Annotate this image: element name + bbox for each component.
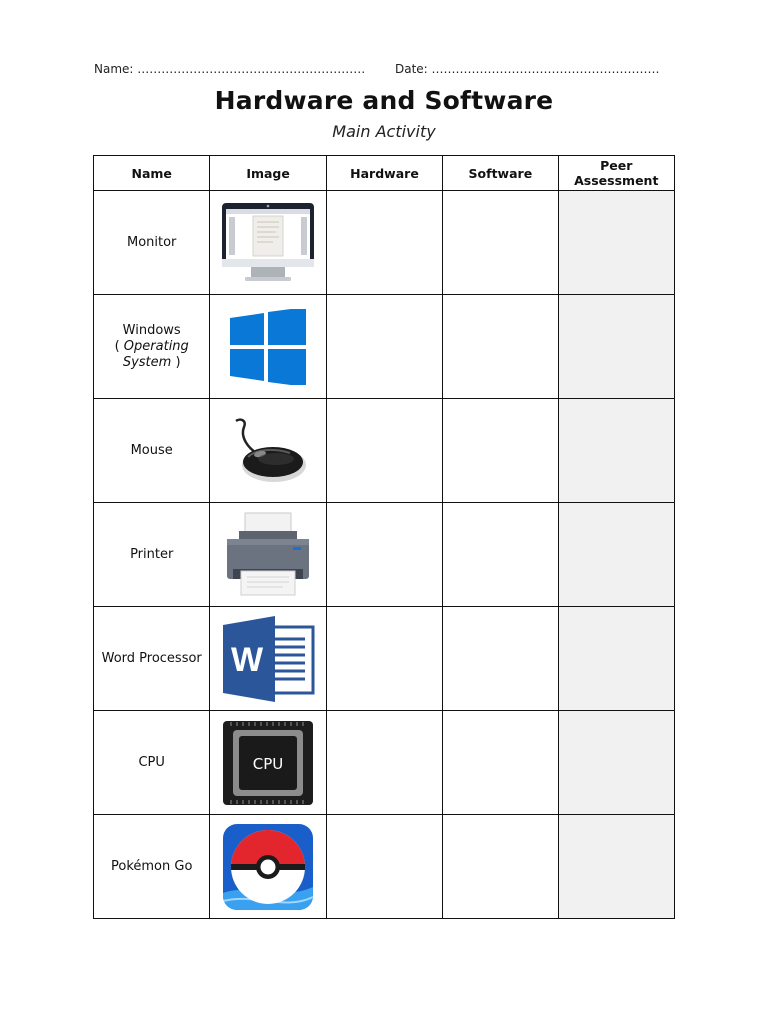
item-image-cell	[210, 607, 326, 711]
table-row	[94, 191, 675, 295]
item-image-cell	[210, 295, 326, 399]
item-name: Word Processor	[94, 607, 210, 711]
software-answer-cell[interactable]	[443, 815, 558, 919]
table-row	[94, 503, 675, 607]
table-row	[94, 607, 675, 711]
column-header-hardware: Hardware	[326, 156, 442, 191]
item-image-cell	[210, 815, 326, 919]
mouse-icon	[230, 415, 306, 487]
name-field[interactable]: Name: …………………………………………………	[94, 62, 366, 76]
item-name: CPU	[94, 711, 210, 815]
item-name: Windows ( Operating System )	[94, 295, 210, 399]
software-answer-cell[interactable]	[443, 191, 558, 295]
peer-assessment-cell[interactable]	[558, 295, 674, 399]
hardware-answer-cell[interactable]	[326, 607, 442, 711]
pokemon-go-icon	[222, 823, 314, 911]
peer-assessment-cell[interactable]	[558, 503, 674, 607]
column-header-software: Software	[443, 156, 558, 191]
printer-icon	[225, 511, 311, 599]
software-answer-cell[interactable]	[443, 503, 558, 607]
software-answer-cell[interactable]	[443, 607, 558, 711]
peer-assessment-cell[interactable]	[558, 191, 674, 295]
software-answer-cell[interactable]	[443, 295, 558, 399]
item-name: Printer	[94, 503, 210, 607]
column-header-name: Name	[94, 156, 210, 191]
monitor-icon	[221, 202, 315, 284]
hardware-answer-cell[interactable]	[326, 399, 442, 503]
table-row	[94, 399, 675, 503]
hardware-answer-cell[interactable]	[326, 191, 442, 295]
windows-logo-icon	[228, 309, 308, 385]
software-answer-cell[interactable]	[443, 711, 558, 815]
item-image-cell	[210, 191, 326, 295]
peer-assessment-cell[interactable]	[558, 607, 674, 711]
item-image-cell	[210, 711, 326, 815]
item-name: Monitor	[94, 191, 210, 295]
peer-assessment-cell[interactable]	[558, 711, 674, 815]
item-name: Pokémon Go	[94, 815, 210, 919]
cpu-chip-label: CPU	[252, 754, 284, 773]
column-header-image: Image	[210, 156, 326, 191]
item-image-cell	[210, 503, 326, 607]
hardware-answer-cell[interactable]	[326, 815, 442, 919]
peer-assessment-cell[interactable]	[558, 815, 674, 919]
cpu-chip-icon	[222, 720, 314, 806]
word-logo-letter: W	[231, 640, 264, 679]
table-header-row	[94, 156, 675, 191]
hardware-answer-cell[interactable]	[326, 711, 442, 815]
page-title: Hardware and Software	[214, 86, 554, 115]
table-row	[94, 295, 675, 399]
item-name: Mouse	[94, 399, 210, 503]
hardware-answer-cell[interactable]	[326, 295, 442, 399]
column-header-peer-assessment: Peer Assessment	[558, 156, 674, 191]
table-row	[94, 711, 675, 815]
page-subtitle: Main Activity	[332, 122, 436, 141]
hardware-answer-cell[interactable]	[326, 503, 442, 607]
peer-assessment-cell[interactable]	[558, 399, 674, 503]
word-processor-icon	[221, 615, 315, 703]
activity-table	[93, 155, 675, 919]
table-row	[94, 815, 675, 919]
software-answer-cell[interactable]	[443, 399, 558, 503]
item-image-cell	[210, 399, 326, 503]
date-field[interactable]: Date: …………………………………………………	[395, 62, 660, 76]
